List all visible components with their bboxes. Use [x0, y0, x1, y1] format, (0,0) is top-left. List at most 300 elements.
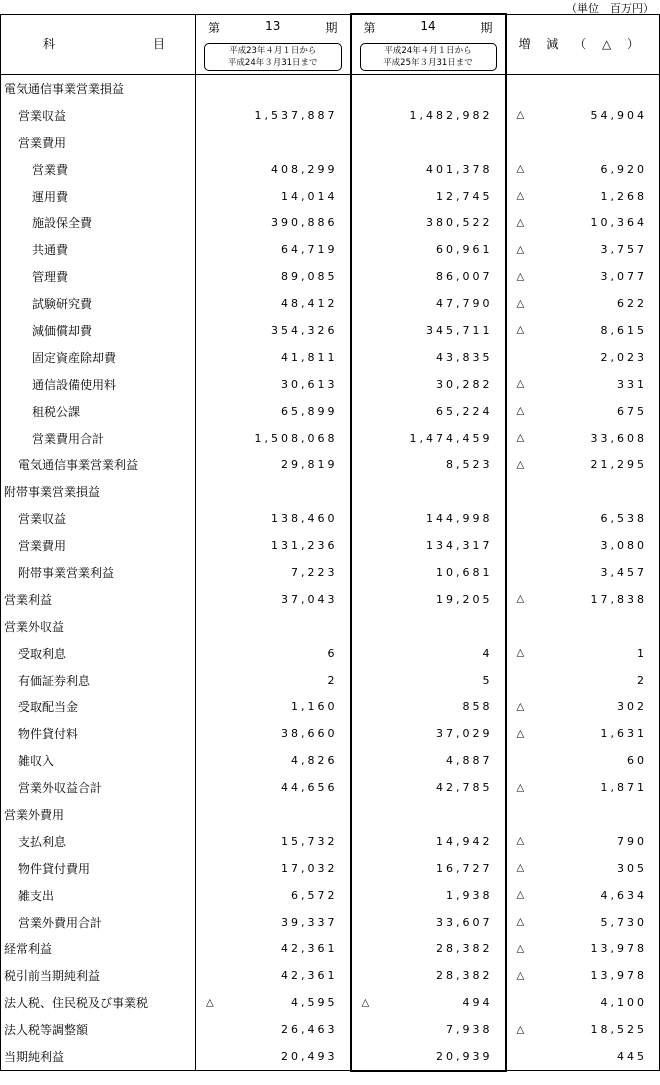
value-period-14 [351, 344, 506, 371]
value-period-13 [196, 344, 351, 371]
value-period-14 [351, 962, 506, 989]
account-name: 固定資産除却費 [1, 344, 196, 371]
value-period-13-text: 390,886 [271, 216, 338, 230]
value-period-13 [196, 75, 351, 102]
value-change-text: 18,525 [590, 1023, 647, 1037]
negative-mark: △ [516, 835, 525, 847]
value-period-14-text: 28,382 [436, 942, 493, 956]
table-row [1, 855, 660, 882]
value-period-14 [351, 156, 506, 183]
account-name: 法人税等調整額 [1, 1016, 196, 1043]
value-change [506, 720, 660, 747]
value-period-13 [196, 156, 351, 183]
negative-mark: △ [516, 378, 525, 390]
table-row [1, 667, 660, 694]
table-row [1, 156, 660, 183]
value-period-13-text: 354,326 [271, 323, 338, 337]
value-period-14-text: 1,938 [446, 888, 493, 902]
value-period-14-text: 144,998 [426, 512, 493, 526]
value-change-text: 675 [617, 404, 647, 418]
table-row [1, 693, 660, 720]
value-change [506, 344, 660, 371]
value-period-13 [196, 102, 351, 129]
table-row [1, 559, 660, 586]
account-name: 営業外収益 [1, 613, 196, 640]
value-period-14 [351, 774, 506, 801]
value-change-text: 1,871 [600, 781, 647, 795]
value-change [506, 102, 660, 129]
account-name: 租税公課 [1, 398, 196, 425]
value-period-14-text: 33,607 [436, 915, 493, 929]
negative-mark: △ [516, 889, 525, 901]
value-change [506, 156, 660, 183]
value-period-14-text: 134,317 [426, 539, 493, 553]
value-period-13-text: 15,732 [281, 834, 338, 848]
header-p13-range [204, 43, 342, 71]
value-period-13 [196, 532, 351, 559]
value-period-14 [351, 559, 506, 586]
account-name: 支払利息 [1, 828, 196, 855]
value-change [506, 371, 660, 398]
value-period-14 [351, 532, 506, 559]
negative-mark: △ [206, 997, 214, 1009]
value-period-13 [196, 290, 351, 317]
value-period-13 [196, 640, 351, 667]
account-name: 営業費用 [1, 129, 196, 156]
value-change [506, 909, 660, 936]
table-row [1, 425, 660, 452]
value-period-14-text: 1,474,459 [409, 431, 493, 445]
account-name: 減価償却費 [1, 317, 196, 344]
value-period-13-text: 2 [327, 673, 338, 687]
table-row [1, 774, 660, 801]
value-period-14 [351, 505, 506, 532]
value-period-14-text: 60,961 [436, 243, 493, 257]
value-period-13 [196, 317, 351, 344]
value-period-13-text: 39,337 [281, 915, 338, 929]
value-period-14-text: 14,942 [436, 834, 493, 848]
value-period-13 [196, 398, 351, 425]
value-period-14-text: 30,282 [436, 377, 493, 391]
value-period-14-text: 4,887 [446, 754, 493, 768]
value-period-13 [196, 478, 351, 505]
table-row [1, 1016, 660, 1043]
account-name: 通信設備使用料 [1, 371, 196, 398]
value-period-14 [351, 640, 506, 667]
table-row [1, 747, 660, 774]
table-row [1, 209, 660, 236]
table-row [1, 801, 660, 828]
value-change [506, 640, 660, 667]
value-period-14-text: 10,681 [436, 565, 493, 579]
value-change [506, 693, 660, 720]
value-period-14-text: 42,785 [436, 781, 493, 795]
negative-mark: △ [516, 324, 525, 336]
value-period-14 [351, 129, 506, 156]
value-change-text: 1 [637, 646, 647, 660]
value-period-14 [351, 1043, 506, 1071]
value-period-14 [351, 209, 506, 236]
table-row [1, 75, 660, 102]
value-change-text: 305 [617, 861, 647, 875]
negative-mark: △ [516, 432, 525, 444]
value-period-14 [351, 1016, 506, 1043]
negative-mark: △ [516, 217, 525, 229]
value-period-14 [351, 909, 506, 936]
value-change-text: 1,268 [600, 189, 647, 203]
value-change-text: 2,023 [600, 350, 647, 364]
table-row [1, 909, 660, 936]
value-period-13-text: 17,032 [281, 861, 338, 875]
table-row [1, 613, 660, 640]
negative-mark: △ [516, 244, 525, 256]
value-change-text: 3,457 [600, 565, 647, 579]
value-period-13 [196, 882, 351, 909]
value-period-13 [196, 962, 351, 989]
table-row [1, 344, 660, 371]
header-account-char-2: 目 [152, 36, 165, 51]
value-period-14 [351, 183, 506, 210]
value-period-14 [351, 936, 506, 963]
account-name: 受取利息 [1, 640, 196, 667]
value-period-14 [351, 478, 506, 505]
value-period-13-text: 131,236 [271, 539, 338, 553]
value-change [506, 962, 660, 989]
header-p14-range-from: 平成24年４月１日から [384, 46, 472, 56]
account-name: 施設保全費 [1, 209, 196, 236]
table-row [1, 532, 660, 559]
header-change-char-2: 減 [546, 36, 559, 51]
table-row [1, 317, 660, 344]
value-period-14-text: 20,939 [436, 1050, 493, 1063]
value-change [506, 505, 660, 532]
value-period-13 [196, 451, 351, 478]
value-change [506, 317, 660, 344]
account-name: 経常利益 [1, 936, 196, 963]
value-period-14-text: 380,522 [426, 216, 493, 230]
value-period-13 [196, 828, 351, 855]
value-change-text: 6,920 [600, 162, 647, 176]
value-period-14-text: 43,835 [436, 350, 493, 364]
account-name: 附帯事業営業利益 [1, 559, 196, 586]
value-change [506, 882, 660, 909]
value-period-14-text: 7,938 [446, 1023, 493, 1037]
account-name: 試験研究費 [1, 290, 196, 317]
negative-mark: △ [516, 701, 525, 713]
value-change-text: 17,838 [590, 592, 647, 606]
value-change [506, 559, 660, 586]
table-row [1, 478, 660, 505]
value-period-14 [351, 855, 506, 882]
header-account [1, 14, 196, 75]
account-name: 雑収入 [1, 747, 196, 774]
value-period-14 [351, 102, 506, 129]
value-period-13 [196, 720, 351, 747]
value-period-13-text: 1,160 [291, 700, 338, 714]
value-change-text: 3,757 [600, 243, 647, 257]
header-change-char-5: ） [626, 36, 639, 51]
value-change [506, 667, 660, 694]
value-period-14-text: 858 [462, 700, 493, 714]
account-name: 営業外費用合計 [1, 909, 196, 936]
value-period-13 [196, 989, 351, 1016]
account-name: 雑支出 [1, 882, 196, 909]
value-change-text: 622 [617, 297, 647, 311]
value-change [506, 398, 660, 425]
value-period-13 [196, 371, 351, 398]
value-change [506, 209, 660, 236]
value-change [506, 478, 660, 505]
value-period-14-text: 12,745 [436, 189, 493, 203]
value-change-text: 54,904 [590, 108, 647, 122]
value-change-text: 13,978 [590, 942, 647, 956]
table-row [1, 290, 660, 317]
negative-mark: △ [516, 862, 525, 874]
value-change [506, 613, 660, 640]
value-change [506, 451, 660, 478]
negative-mark: △ [516, 782, 525, 794]
value-period-13 [196, 855, 351, 882]
account-name: 当期純利益 [1, 1043, 196, 1071]
negative-mark: △ [516, 970, 525, 982]
value-period-13 [196, 129, 351, 156]
value-change [506, 747, 660, 774]
value-period-13-text: 42,361 [281, 969, 338, 983]
account-name: 受取配当金 [1, 693, 196, 720]
value-period-14-text: 65,224 [436, 404, 493, 418]
value-period-14-text: 4 [482, 646, 493, 660]
value-change-text: 33,608 [590, 431, 647, 445]
value-period-13-text: 1,508,068 [254, 431, 338, 445]
value-period-13 [196, 801, 351, 828]
value-period-14-text: 1,482,982 [409, 108, 493, 122]
account-name: 営業収益 [1, 102, 196, 129]
table-row [1, 102, 660, 129]
value-change [506, 263, 660, 290]
value-period-13 [196, 1016, 351, 1043]
account-name: 税引前当期純利益 [1, 962, 196, 989]
header-change-char-3: （ [574, 36, 587, 51]
value-period-14 [351, 882, 506, 909]
value-change [506, 425, 660, 452]
account-name: 運用費 [1, 183, 196, 210]
value-period-14 [351, 586, 506, 613]
account-name: 物件貸付費用 [1, 855, 196, 882]
value-period-14 [351, 747, 506, 774]
value-period-13-text: 42,361 [281, 942, 338, 956]
value-period-14 [351, 317, 506, 344]
value-change-text: 60 [627, 754, 647, 768]
value-period-13-text: 7,223 [291, 565, 338, 579]
value-period-14 [351, 425, 506, 452]
value-change-text: 1,631 [600, 727, 647, 741]
account-name: 営業費 [1, 156, 196, 183]
value-period-13 [196, 559, 351, 586]
value-change-text: 4,634 [600, 888, 647, 902]
value-change [506, 183, 660, 210]
value-period-13 [196, 236, 351, 263]
value-change-text: 5,730 [600, 915, 647, 929]
account-name: 管理費 [1, 263, 196, 290]
header-p14-range-to: 平成25年３月31日まで [383, 58, 473, 68]
value-period-14-text: 494 [462, 996, 493, 1010]
account-name: 電気通信事業営業損益 [1, 75, 196, 102]
value-change [506, 532, 660, 559]
header-p14-ki: 期 [480, 21, 493, 35]
value-period-13 [196, 505, 351, 532]
value-change-text: 445 [617, 1050, 647, 1064]
table-row [1, 720, 660, 747]
account-name: 附帯事業営業損益 [1, 478, 196, 505]
unit-label: （単位 百万円） [566, 2, 654, 15]
value-period-14-text: 47,790 [436, 297, 493, 311]
value-period-13-text: 65,899 [281, 404, 338, 418]
value-period-13-text: 6 [327, 646, 338, 660]
negative-mark: △ [516, 405, 525, 417]
value-period-14-text: 8,523 [446, 458, 493, 472]
value-period-13-text: 20,493 [281, 1050, 338, 1064]
value-change [506, 586, 660, 613]
account-name: 営業費用 [1, 532, 196, 559]
value-period-13-text: 4,826 [291, 754, 338, 768]
value-period-14-text: 5 [482, 673, 493, 687]
negative-mark: △ [516, 459, 525, 471]
value-change [506, 75, 660, 102]
header-p14-range [360, 43, 497, 71]
table-row [1, 398, 660, 425]
value-period-13-text: 44,656 [281, 781, 338, 795]
table-row [1, 828, 660, 855]
negative-mark: △ [516, 593, 525, 605]
negative-mark: △ [516, 109, 525, 121]
header-p14-num: 14 [420, 19, 436, 33]
value-change [506, 828, 660, 855]
value-change [506, 236, 660, 263]
value-period-13 [196, 909, 351, 936]
value-period-14 [351, 398, 506, 425]
value-change [506, 774, 660, 801]
negative-mark: △ [516, 298, 525, 310]
header-p14-dai: 第 [363, 21, 376, 35]
value-period-13 [196, 693, 351, 720]
account-name: 営業利益 [1, 586, 196, 613]
header-p13-num: 13 [265, 18, 281, 33]
table-row [1, 1043, 660, 1071]
value-period-14 [351, 667, 506, 694]
value-period-14-text: 345,711 [426, 323, 493, 337]
value-period-14 [351, 801, 506, 828]
value-period-13 [196, 263, 351, 290]
negative-mark: △ [516, 271, 525, 283]
header-account-char-1: 科 [43, 36, 56, 51]
value-period-14 [351, 75, 506, 102]
value-period-14-text: 16,727 [436, 861, 493, 875]
value-change-text: 302 [617, 700, 647, 714]
value-change-text: 2 [637, 673, 647, 687]
account-name: 営業収益 [1, 505, 196, 532]
value-period-13-text: 408,299 [271, 162, 338, 176]
header-change-char-4: △ [601, 36, 612, 51]
negative-mark: △ [516, 190, 525, 202]
value-period-14 [351, 451, 506, 478]
value-period-13-text: 41,811 [281, 350, 338, 364]
value-period-13 [196, 1043, 351, 1071]
value-change-text: 21,295 [590, 458, 647, 472]
value-change [506, 290, 660, 317]
header-period-14 [351, 14, 506, 75]
income-statement-table [0, 13, 660, 1072]
value-period-13 [196, 586, 351, 613]
table-row [1, 882, 660, 909]
table-row [1, 183, 660, 210]
value-period-13-text: 1,537,887 [254, 108, 338, 122]
negative-mark: △ [516, 163, 525, 175]
value-period-13 [196, 747, 351, 774]
value-period-14 [351, 828, 506, 855]
value-period-14-text: 19,205 [436, 592, 493, 606]
value-period-13-text: 138,460 [271, 512, 338, 526]
negative-mark: △ [516, 943, 525, 955]
table-row [1, 451, 660, 478]
header-change [506, 14, 660, 75]
account-name: 営業費用合計 [1, 425, 196, 452]
header-row [1, 14, 660, 75]
value-period-13-text: 29,819 [281, 458, 338, 472]
value-period-14 [351, 236, 506, 263]
value-period-14-text: 37,029 [436, 727, 493, 741]
account-name: 電気通信事業営業利益 [1, 451, 196, 478]
value-change [506, 129, 660, 156]
value-period-13-text: 48,412 [281, 297, 338, 311]
value-change-text: 331 [617, 377, 647, 391]
table-row [1, 371, 660, 398]
value-period-14 [351, 693, 506, 720]
value-change-text: 6,538 [600, 512, 647, 526]
value-period-14 [351, 290, 506, 317]
value-change-text: 3,077 [600, 270, 647, 284]
table-row [1, 263, 660, 290]
value-period-13 [196, 613, 351, 640]
table-row [1, 962, 660, 989]
value-period-14 [351, 263, 506, 290]
negative-mark: △ [516, 647, 525, 659]
table-row [1, 989, 660, 1016]
account-name: 物件貸付料 [1, 720, 196, 747]
header-p13-range-from: 平成23年４月１日から [229, 45, 317, 56]
account-name: 共通費 [1, 236, 196, 263]
value-period-13-text: 30,613 [281, 377, 338, 391]
value-period-13 [196, 936, 351, 963]
value-change [506, 1043, 660, 1071]
value-period-14-text: 401,378 [426, 162, 493, 176]
value-change-text: 10,364 [590, 216, 647, 230]
value-change-text: 3,080 [600, 539, 647, 553]
account-name: 法人税、住民税及び事業税 [1, 989, 196, 1016]
table-row [1, 936, 660, 963]
value-period-14 [351, 720, 506, 747]
value-period-13-text: 89,085 [281, 270, 338, 284]
header-p13-dai: 第 [208, 20, 221, 35]
value-period-14 [351, 989, 506, 1016]
account-name: 営業外費用 [1, 801, 196, 828]
negative-mark: △ [361, 997, 370, 1009]
value-change-text: 13,978 [590, 969, 647, 983]
account-name: 有価証券利息 [1, 667, 196, 694]
header-period-13 [196, 14, 351, 75]
value-period-14 [351, 371, 506, 398]
value-period-13 [196, 209, 351, 236]
value-period-13 [196, 183, 351, 210]
